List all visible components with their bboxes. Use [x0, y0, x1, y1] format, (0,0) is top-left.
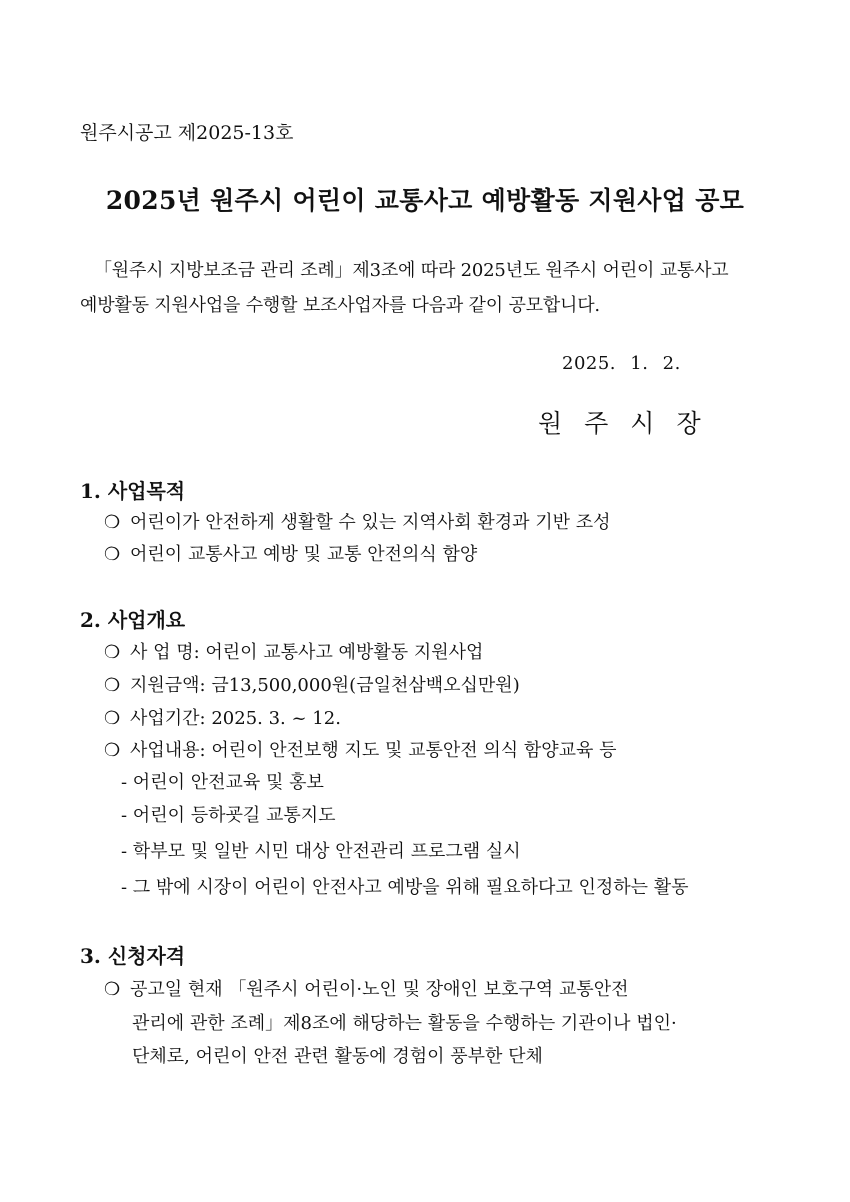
- list-item-text: 지원금액: 금13,500,000원(금일천삼백오십만원): [130, 675, 520, 696]
- notice-number: 원주시공고 제2025-13호: [80, 122, 294, 144]
- list-item-text: 사업기간: 2025. 3. ~ 12.: [130, 708, 341, 729]
- list-item-text: 어린이 교통사고 예방 및 교통 안전의식 함양: [130, 544, 478, 565]
- list-item-text: 사 업 명: 어린이 교통사고 예방활동 지원사업: [130, 642, 484, 663]
- list-item: [104, 508, 610, 534]
- list-item-continuation: 단체로, 어린이 안전 관련 활동에 경험이 풍부한 단체: [132, 1046, 543, 1067]
- list-item: [104, 736, 617, 762]
- section-heading-purpose: 1. 사업목적: [80, 479, 186, 503]
- list-item: [104, 638, 483, 664]
- signer-name: 원주시장: [538, 409, 723, 438]
- circle-bullet-icon: ❍: [104, 675, 121, 696]
- list-item-text: 어린이가 안전하게 생활할 수 있는 지역사회 환경과 기반 조성: [130, 512, 611, 533]
- list-item: [104, 671, 520, 697]
- list-item-text: 사업내용: 어린이 안전보행 지도 및 교통안전 의식 함양교육 등: [130, 740, 617, 761]
- circle-bullet-icon: ❍: [104, 740, 121, 761]
- notice-date: 2025. 1. 2.: [562, 353, 681, 374]
- list-item-continuation: 관리에 관한 조례」제8조에 해당하는 활동을 수행하는 기관이나 법인·: [132, 1013, 677, 1034]
- circle-bullet-icon: ❍: [104, 544, 121, 565]
- sub-list-item: - 어린이 안전교육 및 홍보: [121, 772, 324, 793]
- intro-line-2: 예방활동 지원사업을 수행할 보조사업자를 다음과 같이 공모합니다.: [80, 295, 600, 316]
- sub-list-item: - 그 밖에 시장이 어린이 안전사고 예방을 위해 필요하다고 인정하는 활동: [121, 877, 689, 898]
- sub-list-item: - 학부모 및 일반 시민 대상 안전관리 프로그램 실시: [121, 841, 521, 862]
- intro-line-1: 「원주시 지방보조금 관리 조례」제3조에 따라 2025년도 원주시 어린이 교통사고: [94, 260, 729, 281]
- sub-list-item: - 어린이 등하굣길 교통지도: [121, 805, 336, 826]
- list-item: [104, 540, 477, 566]
- document-title: 2025년 원주시 어린이 교통사고 예방활동 지원사업 공모: [105, 186, 745, 215]
- circle-bullet-icon: ❍: [104, 979, 121, 1000]
- section-heading-eligibility: 3. 신청자격: [80, 944, 186, 968]
- section-heading-overview: 2. 사업개요: [80, 608, 186, 632]
- circle-bullet-icon: ❍: [104, 708, 121, 729]
- list-item: [104, 704, 341, 730]
- circle-bullet-icon: ❍: [104, 512, 121, 533]
- circle-bullet-icon: ❍: [104, 642, 121, 663]
- list-item: [104, 975, 628, 1001]
- list-item-text: 공고일 현재 「원주시 어린이·노인 및 장애인 보호구역 교통안전: [130, 979, 629, 1000]
